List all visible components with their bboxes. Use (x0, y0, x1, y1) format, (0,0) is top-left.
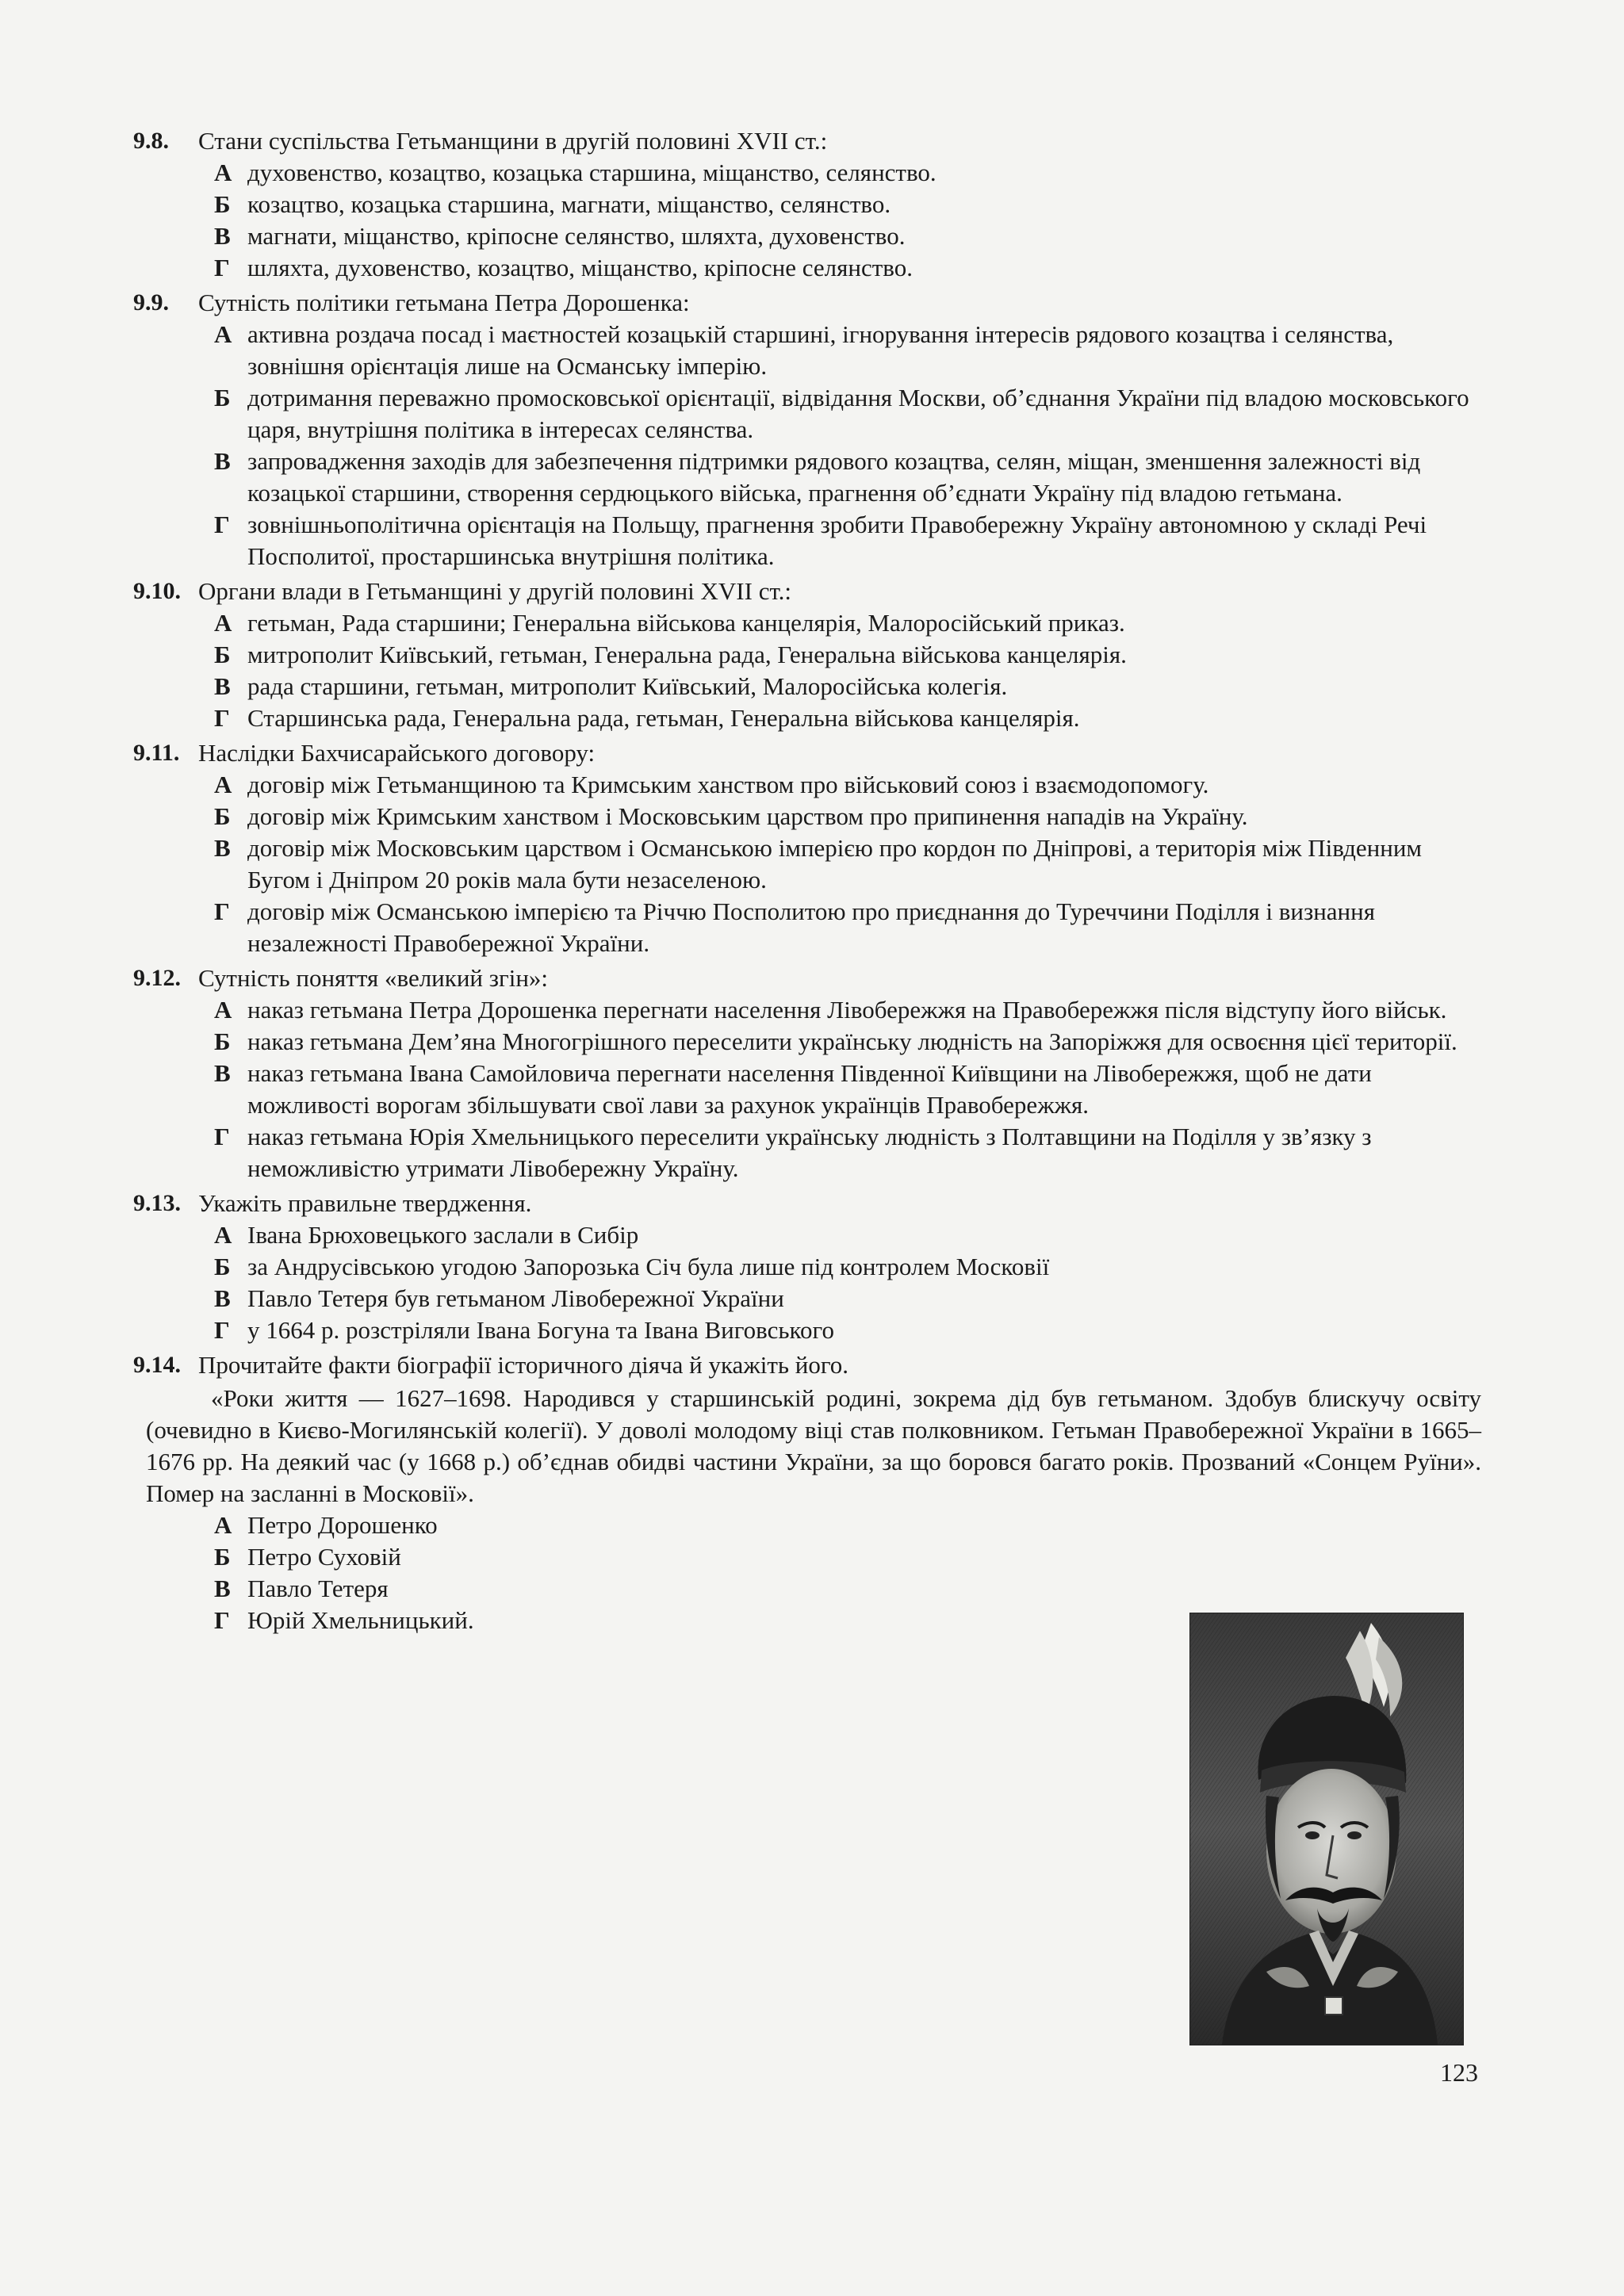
option-letter: Г (214, 1316, 230, 1344)
option-text: договір між Московським царством і Османською імперією про кордон по Дніпрові, а територія між Південним Бугом і Дніпром 20 років мала бути незаселеною. (247, 834, 1423, 894)
option-letter: Г (214, 511, 230, 538)
question-9-8 (133, 125, 1473, 284)
answer-option (214, 896, 1473, 959)
option-text: шляхта, духовенство, козацтво, міщанство, кріпосне селянство. (247, 254, 913, 281)
question-list (133, 125, 1481, 1640)
option-text: гетьман, Рада старшини; Генеральна військова канцелярія, Малоросійський приказ. (247, 609, 1125, 637)
answer-option (214, 252, 1473, 284)
answer-option (214, 607, 1473, 639)
option-letter: Г (214, 1123, 230, 1150)
option-text: Петро Дорошенко (247, 1511, 438, 1539)
option-letter: В (214, 222, 231, 250)
option-letter: Б (214, 1027, 231, 1055)
option-letter: В (214, 834, 231, 862)
answer-option (214, 1541, 1473, 1573)
option-text: договір між Гетьманщиною та Кримським ханством про військовий союз і взаємодопомогу. (247, 771, 1209, 798)
option-letter: Б (214, 190, 231, 218)
option-text: Петро Суховій (247, 1543, 401, 1571)
question-9-13 (133, 1188, 1473, 1346)
answer-option (214, 1283, 1473, 1314)
option-text: Павло Тетеря був гетьманом Лівобережної України (247, 1284, 784, 1312)
answer-option (214, 769, 1473, 801)
option-text: договір між Кримським ханством і Московським царством про припинення нападів на Україну. (247, 802, 1248, 830)
option-letter: Б (214, 641, 231, 668)
question-text: Сутність політики гетьмана Петра Дорошенка: (198, 289, 690, 316)
option-letter: В (214, 1575, 231, 1602)
option-text: рада старшини, гетьман, митрополит Київський, Малоросійська колегія. (247, 672, 1008, 700)
option-letter: В (214, 1059, 231, 1087)
answer-option (214, 702, 1473, 734)
biography-quote: «Роки життя — 1627–1698. Народився у старшинській родині, зокрема дід був гетьманом. Здобув блискучу освіту (очевидно в Києво-Могилянській колегії). У доволі молодому віці став полковником. Гетьман Правобережної України в 1665–1676 рр. На деякий час (у 1668 р.) об’єднав обидві частини України, за що боровся багато років. Прозваний «Сонцем Руїни». Помер на засланні в Московії». (146, 1384, 1481, 1507)
question-9-9 (133, 287, 1473, 572)
question-text: Наслідки Бахчисарайського договору: (198, 739, 596, 767)
option-text: наказ гетьмана Івана Самойловича перегнати населення Південної Київщини на Лівобережжя, щоб не дати можливості ворогам збільшувати свої лави за рахунок українців Правобережжя. (247, 1059, 1372, 1119)
answer-option (214, 157, 1473, 189)
answer-option (214, 1314, 1473, 1346)
option-letter: В (214, 447, 231, 475)
answer-option (214, 319, 1473, 382)
option-text: митрополит Київський, гетьман, Генеральна рада, Генеральна військова канцелярія. (247, 641, 1127, 668)
question-9-10 (133, 576, 1473, 734)
option-text: наказ гетьмана Юрія Хмельницького переселити українську людність з Полтавщини на Поділля у зв’язку з неможливістю утримати Лівобережну Україну. (247, 1123, 1372, 1182)
answer-option (214, 1573, 1473, 1605)
option-text: у 1664 р. розстріляли Івана Богуна та Івана Виговського (247, 1316, 834, 1344)
question-9-14 (133, 1349, 1481, 1636)
question-text: Сутність поняття «великий згін»: (198, 964, 549, 992)
answer-option (214, 1510, 1473, 1541)
option-letter: Г (214, 1606, 230, 1634)
option-text: активна роздача посад і маєтностей козацькій старшині, ігнорування інтересів рядового козацтва і селянства, зовнішня орієнтація лише на Османську імперію. (247, 320, 1394, 380)
page-number: 123 (1440, 2058, 1478, 2087)
answer-option (214, 1058, 1473, 1121)
option-text: наказ гетьмана Дем’яна Многогрішного переселити українську людність на Запоріжжя для освоєння цієї території. (247, 1027, 1457, 1055)
answer-option (214, 639, 1473, 671)
answer-option (214, 671, 1473, 702)
option-text: Старшинська рада, Генеральна рада, гетьман, Генеральна військова канцелярія. (247, 704, 1080, 732)
question-text: Стани суспільства Гетьманщини в другій половині XVII ст.: (198, 127, 828, 155)
option-letter: Г (214, 704, 230, 732)
option-text: магнати, міщанство, кріпосне селянство, шляхта, духовенство. (247, 222, 906, 250)
option-text: наказ гетьмана Петра Дорошенка перегнати населення Лівобережжя на Правобережжя після відступу його військ. (247, 996, 1447, 1024)
answer-option (214, 1121, 1473, 1184)
option-letter: А (214, 996, 232, 1024)
option-letter: А (214, 1511, 232, 1539)
option-text: козацтво, козацька старшина, магнати, міщанство, селянство. (247, 190, 891, 218)
option-text: Павло Тетеря (247, 1575, 389, 1602)
option-letter: В (214, 672, 231, 700)
option-letter: Г (214, 897, 230, 925)
question-number: 9.13. (133, 1190, 181, 1216)
question-number: 9.14. (133, 1352, 181, 1378)
option-text: Івана Брюховецького заслали в Сибір (247, 1221, 639, 1249)
question-text: Прочитайте факти біографії історичного діяча й укажіть його. (198, 1351, 849, 1379)
option-letter: А (214, 1221, 232, 1249)
answer-option (214, 189, 1473, 220)
answer-option (214, 509, 1473, 572)
answer-option (214, 801, 1473, 832)
answer-option (214, 1219, 1473, 1251)
answer-option (214, 994, 1473, 1026)
option-letter: Г (214, 254, 230, 281)
option-letter: Б (214, 1543, 231, 1571)
option-text: договір між Османською імперією та Річчю Посполитою про приєднання до Туреччини Поділля і визнання незалежності Правобережної України. (247, 897, 1375, 957)
option-letter: А (214, 320, 232, 348)
question-number: 9.11. (133, 740, 180, 766)
option-letter: Б (214, 384, 231, 411)
option-letter: А (214, 771, 232, 798)
answer-option (214, 446, 1473, 509)
answer-option (214, 382, 1473, 446)
option-letter: В (214, 1284, 231, 1312)
question-number: 9.10. (133, 578, 181, 604)
answer-option (214, 220, 1473, 252)
question-9-12 (133, 962, 1473, 1184)
question-9-11 (133, 737, 1473, 959)
option-letter: Б (214, 1253, 231, 1280)
question-text: Укажіть правильне твердження. (198, 1189, 532, 1217)
question-number: 9.8. (133, 128, 169, 154)
question-text: Органи влади в Гетьманщині у другій половині XVII ст.: (198, 577, 792, 605)
question-number: 9.12. (133, 965, 181, 991)
answer-option (214, 832, 1473, 896)
answer-option (214, 1251, 1473, 1283)
option-text: за Андрусівською угодою Запорозька Січ була лише під контролем Московії (247, 1253, 1050, 1280)
option-letter: Б (214, 802, 231, 830)
option-text: запровадження заходів для забезпечення підтримки рядового козацтва, селян, міщан, зменшення залежності від козацької старшини, створення сердюцького війська, прагнення об’єднати Україну під владою гетьмана. (247, 447, 1421, 507)
option-text: дотримання переважно промосковської орієнтації, відвідання Москви, об’єднання України під владою московського царя, внутрішня політика в інтересах селянства. (247, 384, 1469, 443)
option-text: Юрій Хмельницький. (247, 1606, 474, 1634)
option-letter: А (214, 159, 232, 186)
option-letter: А (214, 609, 232, 637)
answer-option (214, 1026, 1473, 1058)
option-text: духовенство, козацтво, козацька старшина, міщанство, селянство. (247, 159, 936, 186)
question-number: 9.9. (133, 289, 169, 316)
portrait-image (1189, 1613, 1464, 2045)
option-text: зовнішньополітична орієнтація на Польщу, прагнення зробити Правобережну Україну автономною у складі Речі Посполитої, простаршинська внутрішня політика. (247, 511, 1427, 570)
